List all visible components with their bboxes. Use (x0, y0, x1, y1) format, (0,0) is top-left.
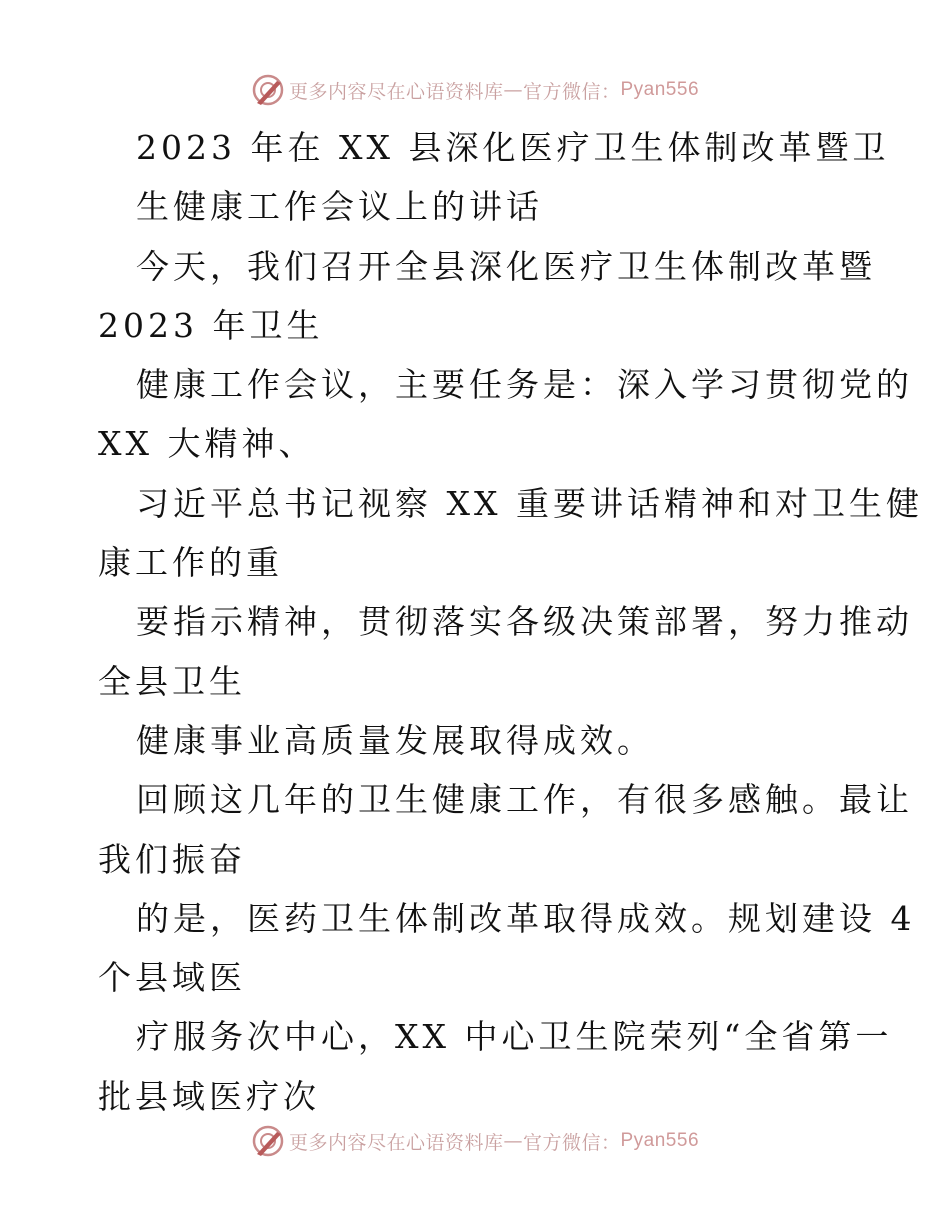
watermark-text: 更多内容尽在心语资料库 (288, 1131, 504, 1154)
watermark-text: 更多内容尽在心语资料库 (288, 80, 504, 103)
text-line: 生健康工作会议上的讲话 (136, 187, 543, 227)
text-line: 全县卫生 (98, 661, 246, 701)
text-line: 习近平总书记视察 XX 重要讲话精神和对卫生健 (136, 483, 923, 523)
text-line: 个县域医 (98, 958, 246, 998)
text-line: 康工作的重 (98, 543, 283, 583)
wechat-id: Pyan556 (620, 79, 700, 100)
text-line: 回顾这几年的卫生健康工作，有很多感触。最让 (136, 780, 913, 820)
watermark-dash: — (503, 79, 523, 101)
text-line: 疗服务次中心，XX 中心卫生院荣列“全省第一 (136, 1017, 893, 1057)
text-line: 批县域医疗次 (98, 1076, 320, 1116)
wechat-label: 官方微信： (522, 1131, 621, 1154)
text-line: 2023 年在 XX 县深化医疗卫生体制改革暨卫 (136, 128, 890, 167)
text-line: 2023 年卫生 (98, 305, 324, 345)
pen-logo-icon (251, 1124, 285, 1158)
watermark-header (0, 70, 950, 110)
text-line: 健康工作会议，主要任务是：深入学习贯彻党的 (136, 365, 913, 405)
text-line: XX 大精神、 (98, 424, 316, 464)
text-line: 要指示精神，贯彻落实各级决策部署，努力推动 (136, 602, 913, 642)
text-line: 的是，医药卫生体制改革取得成效。规划建设 4 (136, 898, 916, 938)
wechat-label: 官方微信： (522, 80, 621, 103)
text-line: 我们振奋 (98, 839, 246, 879)
watermark-footer (0, 1121, 950, 1161)
pen-logo-icon (251, 73, 285, 107)
wechat-id: Pyan556 (620, 1130, 700, 1151)
text-line: 今天，我们召开全县深化医疗卫生体制改革暨 (136, 246, 876, 286)
document-body (98, 118, 923, 1126)
watermark-dash: — (503, 1130, 523, 1152)
text-line: 健康事业高质量发展取得成效。 (136, 720, 654, 760)
